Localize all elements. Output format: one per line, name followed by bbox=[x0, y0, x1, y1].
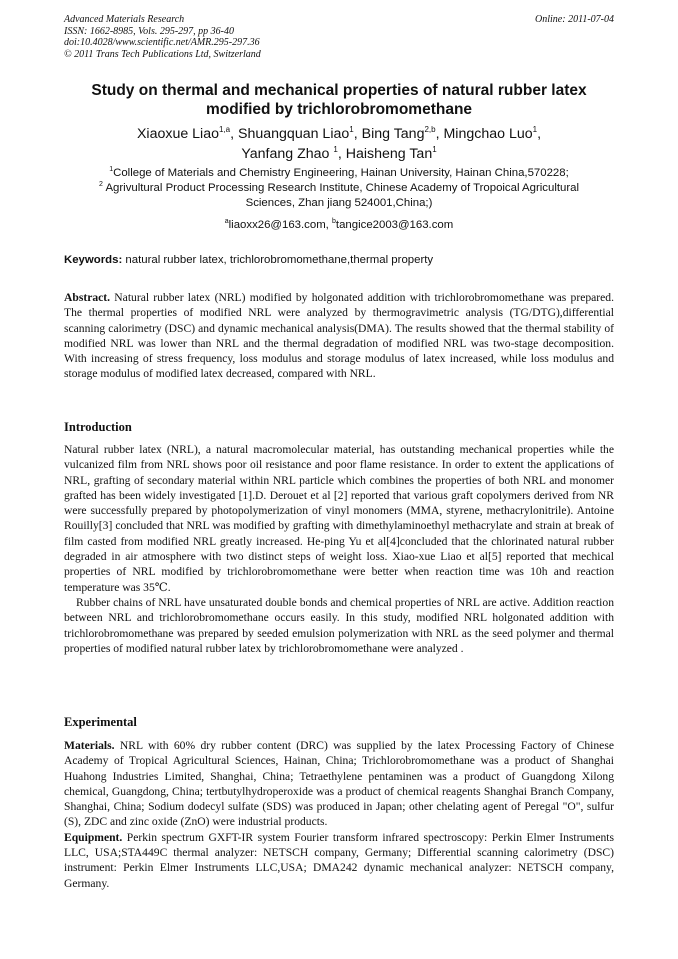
email-b: tangice2003@163.com bbox=[335, 219, 454, 231]
doi-line: doi:10.4028/www.scientific.net/AMR.295-297.36 bbox=[64, 37, 260, 48]
paper-title bbox=[64, 81, 614, 119]
author-affil-mark: 1 bbox=[333, 145, 338, 154]
materials-text: NRL with 60% dry rubber content (DRC) was supplied by the latex Processing Factory of Chinese Academy of Tropical Agricultural Sciences, Hainan, China; Trichlorobromomethane was a product of Shanghai Huahong Industries Limited, Shanghai, China; Tetraethylene pentaminen was a product of Guangdong Xilong chemical, Guangdong, China; tertbutylhydroperoxide was a product of chemical reagents Shanghai Branch Company, Shanghai, China; Sodium dodecyl sulfate (SDS) was produced in Japan; other chelating agent of Peregal "O", sulfur (S), ZDC and zinc oxide (ZnO) were industrial products. bbox=[64, 739, 614, 829]
equipment-label: Equipment. bbox=[64, 830, 123, 844]
abstract-label: Abstract. bbox=[64, 291, 111, 304]
keywords-label: Keywords: bbox=[64, 254, 123, 266]
affiliation-2-cont: Sciences, Zhan jiang 524001,China;) bbox=[245, 197, 433, 209]
section-heading-introduction: Introduction bbox=[64, 420, 132, 434]
author-name: Haisheng Tan bbox=[345, 146, 433, 162]
copyright-line: © 2011 Trans Tech Publications Ltd, Switzerland bbox=[64, 48, 261, 60]
issn-line: ISSN: 1662-8985, Vols. 295-297, pp 36-40 bbox=[64, 25, 234, 37]
email-mark: a bbox=[224, 218, 229, 225]
author-name: Yanfang Zhao bbox=[241, 146, 334, 162]
author-affil-mark: 1 bbox=[349, 125, 354, 134]
equipment-text: Perkin spectrum GXFT-IR system Fourier transform infrared spectroscopy: Perkin Elmer Instruments LLC, USA;STA449C thermal analyzer: NETSCH company, Germany; Differential scanning calorimetry (DSC) instrument: Perkin Elmer Instruments LLC,USA; DMA242 dynamic mechanical analyzer: NETSCH company, Germany. bbox=[64, 830, 614, 890]
introduction-paragraph-2: Rubber chains of NRL have unsaturated double bonds and chemical properties of NRL are active. Addition reaction between NRL and trichlorobromomethane occurs easily. In this study, modified NRL holgonated addition with trichlorobromomethane was prepared by seeded emulsion polymerization with NRL as the seed polymer and thermal properties of modified natural rubber latex by trichlorobromomethane were analyzed . bbox=[64, 595, 614, 655]
journal-header bbox=[64, 14, 261, 60]
author-line-2: Yanfang Zhao $^1$, Haisheng Tan$^1$ bbox=[241, 145, 437, 162]
introduction-paragraph-1: Natural rubber latex (NRL), a natural macromolecular material, has outstanding mechanical properties while the vulcanized film from NRL shows poor oil resistance and poor flame resistance. In order to extent the applications of NRL, grafting of secondary material within NRL particle which combines the properties of both NRL and monomer grafted has been widely investigated [1].D. Derouet et al [2] reported that various graft copolymers derived from NR were successfully prepared by photopolymerization of vinyl monomers (MMA, styrene, methacrylonitrile). Antoine Rouilly[3] concluded that NRL was modified by grafting with dimethylaminoethyl methacrylate and strain at break of film casted from modified NRL greatly increased. He-ping Yu et al[4]concluded that the chlorinated natural rubber degraded in air atmosphere with two distinct steps of weight loss. Xiao-xue Liao et al[5] reported that mechical properties of NRL modified by trichlorobromomethane were better when reaction time was 10h and reaction temperature was 35℃. bbox=[64, 443, 614, 594]
affiliation-2: $^2$ Agrivultural Product Processing Research Institute, Chinese Academy of Tropoical Agricultural bbox=[98, 181, 580, 194]
author-affil-mark: 2,b bbox=[424, 125, 436, 134]
affiliations bbox=[64, 166, 614, 211]
journal-name: Advanced Materials Research bbox=[64, 14, 185, 25]
equipment-paragraph bbox=[64, 830, 614, 891]
author-name: Xiaoxue Liao bbox=[136, 126, 219, 142]
author-name: Bing Tang bbox=[361, 126, 425, 142]
abstract-text: Natural rubber latex (NRL) modified by holgonated addition with trichlorobromomethane was prepared. The thermal properties of modified NRL were analyzed by thermogravimetric analysis (TG/DTG),differential scanning calorimetry (DSC) and dynamic mechanical analysis(DMA). The results showed that the thermal stability of modified NRL was lower than NRL and the thermal degradation of modified NRL was two-stage decomposition. With increasing of stress frequency, loss modulus and storage modulus of latex increased, while loss modulus and storage modulus of modified latex decreased, compared with NRL. bbox=[64, 291, 614, 381]
keywords bbox=[64, 253, 614, 267]
online-date: Online: 2011-07-04 bbox=[535, 14, 614, 25]
materials-label: Materials. bbox=[64, 739, 115, 752]
title-line-1: Study on thermal and mechanical properties of natural rubber latex bbox=[91, 82, 587, 99]
affiliation-mark: 1 bbox=[109, 166, 114, 173]
affiliation-1: $^1$College of Materials and Chemistry Engineering, Hainan University, Hainan China,570228; bbox=[109, 166, 569, 179]
title-line-2: modified by trichlorobromomethane bbox=[205, 101, 473, 118]
author-emails bbox=[64, 218, 614, 232]
author-list bbox=[64, 124, 614, 164]
author-affil-mark: 1 bbox=[432, 145, 437, 154]
email-a: liaoxx26@163.com, bbox=[228, 219, 333, 231]
introduction-body bbox=[64, 442, 614, 656]
author-affil-mark: 1 bbox=[532, 125, 538, 134]
materials-paragraph bbox=[64, 738, 614, 830]
affiliation-mark: 2 bbox=[98, 181, 103, 188]
experimental-body bbox=[64, 738, 614, 891]
email-mark: b bbox=[332, 218, 336, 225]
author-name: Shuangquan Liao bbox=[238, 126, 350, 142]
author-line-1: Xiaoxue Liao$^{1,a}$, Shuangquan Liao$^1$, Bing Tang$^{2,b}$, Mingchao Luo$^1$, bbox=[136, 125, 542, 142]
keywords-text: natural rubber latex, trichlorobromomethane,thermal property bbox=[122, 254, 434, 266]
author-name: Mingchao Luo bbox=[443, 126, 533, 142]
section-heading-experimental: Experimental bbox=[64, 715, 137, 729]
abstract bbox=[64, 290, 614, 382]
author-affil-mark: 1,a bbox=[219, 125, 231, 134]
